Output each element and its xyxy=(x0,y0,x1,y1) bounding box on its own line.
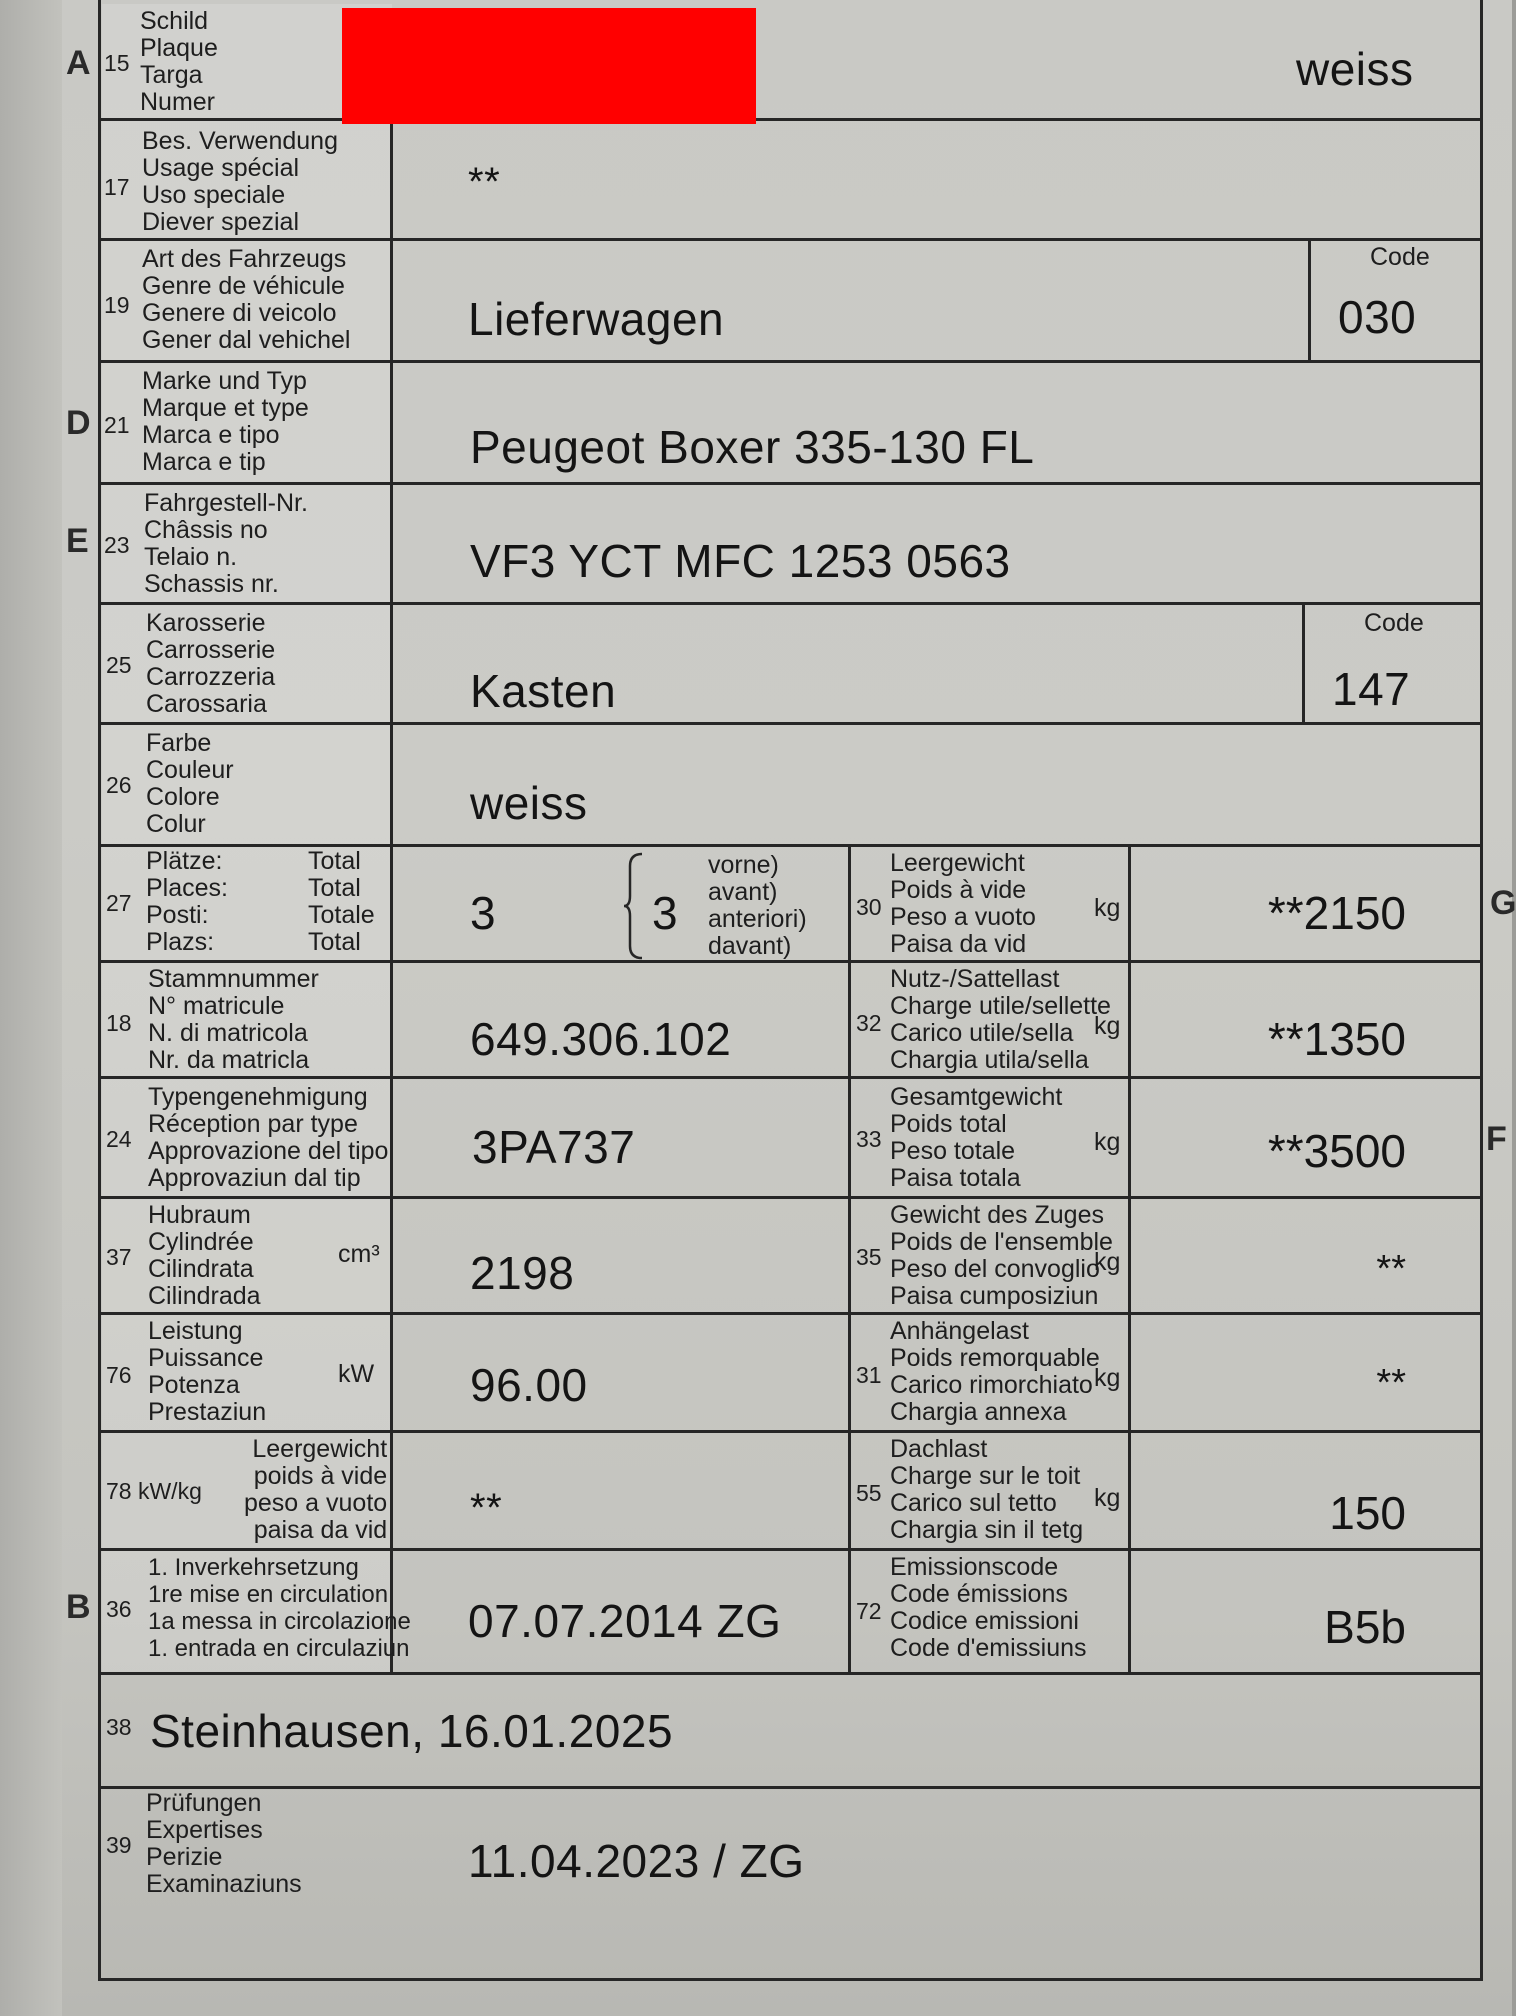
label-line: Anhängelast xyxy=(890,1317,1030,1345)
brace-icon xyxy=(622,852,648,960)
label-line: Leergewicht xyxy=(252,1435,388,1463)
field-18-labels xyxy=(148,966,319,1074)
field-27-total-labels xyxy=(308,848,375,956)
seats-front-value: 3 xyxy=(652,887,679,939)
field-30-labels xyxy=(890,850,1036,958)
field-number-30: 30 xyxy=(856,894,882,920)
label-line: Schild xyxy=(140,7,209,35)
label-line: Potenza xyxy=(148,1371,240,1399)
label-line: Peso del convoglio xyxy=(890,1255,1100,1283)
seats-front-labels xyxy=(708,852,807,960)
field-number-18: 18 xyxy=(106,1010,132,1036)
label-line: Art des Fahrzeugs xyxy=(142,245,347,273)
label-line: paisa da vid xyxy=(253,1516,388,1544)
label-line: Karosserie xyxy=(146,609,266,637)
label-line: Couleur xyxy=(146,756,234,784)
label-line: Total xyxy=(308,874,361,902)
label-line: Bes. Verwendung xyxy=(142,127,338,155)
label-line: Marca e tipo xyxy=(142,421,280,449)
label-line: Chargia annexa xyxy=(890,1398,1067,1426)
field-number-31: 31 xyxy=(856,1362,882,1388)
label-line: Emissionscode xyxy=(890,1553,1059,1581)
chassis-number-value: VF3 YCT MFC 1253 0563 xyxy=(470,535,1011,587)
field-number-26: 26 xyxy=(106,772,132,798)
label-line: Usage spécial xyxy=(142,154,300,182)
left-page-edge xyxy=(0,0,62,2016)
label-line: Réception par type xyxy=(148,1110,358,1138)
label-line: Diever spezial xyxy=(142,208,300,236)
label-line: Cilindrada xyxy=(148,1282,261,1310)
label-line: peso a vuoto xyxy=(244,1489,388,1517)
field-number-38: 38 xyxy=(106,1714,132,1740)
label-line: Cylindrée xyxy=(148,1228,254,1256)
field-21-labels xyxy=(142,368,309,476)
trailer-load-value: ** xyxy=(1376,1362,1406,1404)
field-number-32: 32 xyxy=(856,1010,882,1036)
label-line: Codice emissioni xyxy=(890,1607,1079,1635)
label-line: Carrozzeria xyxy=(146,663,276,691)
label-line: Chargia sin il tetg xyxy=(890,1516,1084,1544)
special-usage-value: ** xyxy=(468,160,501,204)
train-weight-value: ** xyxy=(1376,1248,1406,1290)
emission-code-value: B5b xyxy=(1324,1601,1406,1653)
label-line: Poids remorquable xyxy=(890,1344,1100,1372)
label-line: davant) xyxy=(708,932,792,960)
label-line: Examinaziuns xyxy=(146,1870,302,1898)
label-line: Puissance xyxy=(148,1344,264,1372)
label-line: Stammnummer xyxy=(148,965,319,993)
kg-unit: kg xyxy=(1094,1248,1121,1276)
field-78-labels xyxy=(244,1436,387,1544)
field-27-labels xyxy=(146,848,228,956)
label-line: Plazs: xyxy=(146,928,215,956)
label-line: Carico utile/sella xyxy=(890,1019,1074,1047)
field-32-labels xyxy=(890,966,1111,1074)
field-25-labels xyxy=(146,610,275,718)
label-line: Code d'emissiuns xyxy=(890,1634,1087,1662)
vehicle-type-value: Lieferwagen xyxy=(468,293,725,345)
side-letter-g: G xyxy=(1490,884,1516,922)
empty-weight-value: **2150 xyxy=(1267,887,1406,939)
label-line: Cilindrata xyxy=(148,1255,254,1283)
label-line: Code émissions xyxy=(890,1580,1068,1608)
gross-weight-value: **3500 xyxy=(1267,1125,1406,1177)
vehicle-type-code-label: Code xyxy=(1370,243,1430,271)
label-line: vorne) xyxy=(708,851,779,879)
power-value: 96.00 xyxy=(470,1359,588,1411)
field-35-labels xyxy=(890,1202,1113,1310)
power-unit: kW xyxy=(338,1360,375,1388)
field-39-labels xyxy=(146,1790,302,1898)
label-line: Total xyxy=(308,847,361,875)
displacement-unit: cm³ xyxy=(338,1240,380,1268)
label-line: Fahrgestell-Nr. xyxy=(144,489,308,517)
field-72-labels xyxy=(890,1554,1087,1662)
label-line: Posti: xyxy=(146,901,209,929)
label-line: Charge sur le toit xyxy=(890,1462,1081,1490)
kg-unit: kg xyxy=(1094,1484,1121,1512)
field-number-37: 37 xyxy=(106,1244,132,1270)
base-number-value: 649.306.102 xyxy=(470,1013,732,1065)
field-number-21: 21 xyxy=(104,412,130,438)
body-type-value: Kasten xyxy=(470,665,617,717)
body-type-code-label: Code xyxy=(1364,609,1424,637)
label-line: N° matricule xyxy=(148,992,285,1020)
field-26-labels xyxy=(146,730,234,838)
label-line: Carico sul tetto xyxy=(890,1489,1057,1517)
label-line: Carossaria xyxy=(146,690,267,718)
field-36-labels xyxy=(148,1554,411,1662)
first-registration-value: 07.07.2014 ZG xyxy=(468,1595,782,1647)
label-line: Numer xyxy=(140,88,216,116)
label-line: 1re mise en circulation xyxy=(148,1581,389,1608)
label-line: Plätze: xyxy=(146,847,223,875)
label-line: Expertises xyxy=(146,1816,263,1844)
label-line: Peso a vuoto xyxy=(890,903,1036,931)
label-line: Carrosserie xyxy=(146,636,276,664)
field-number-35: 35 xyxy=(856,1244,882,1270)
field-76-labels xyxy=(148,1318,266,1426)
label-line: Gesamtgewicht xyxy=(890,1083,1063,1111)
field-number-55: 55 xyxy=(856,1480,882,1506)
label-line: Farbe xyxy=(146,729,212,757)
field-23-labels xyxy=(144,490,308,598)
label-line: Totale xyxy=(308,901,375,929)
label-line: Prestaziun xyxy=(148,1398,267,1426)
inspection-value: 11.04.2023 / ZG xyxy=(468,1835,805,1887)
label-line: Places: xyxy=(146,874,228,902)
label-line: Targa xyxy=(140,61,203,89)
label-line: Carico rimorchiato xyxy=(890,1371,1093,1399)
field-number-19: 19 xyxy=(104,292,130,318)
field-number-25: 25 xyxy=(106,652,132,678)
label-line: Paisa da vid xyxy=(890,930,1027,958)
label-line: Colore xyxy=(146,783,220,811)
field-number-78: 78 kW/kg xyxy=(106,1478,202,1504)
label-line: Nr. da matricla xyxy=(148,1046,310,1074)
field-37-labels xyxy=(148,1202,261,1310)
label-line: 1a messa in circolazione xyxy=(148,1608,411,1635)
make-model-value: Peugeot Boxer 335-130 FL xyxy=(470,421,1035,473)
field-number-36: 36 xyxy=(106,1596,132,1622)
label-line: Plaque xyxy=(140,34,218,62)
field-55-labels xyxy=(890,1436,1083,1544)
field-33-labels xyxy=(890,1084,1062,1192)
vehicle-type-code: 030 xyxy=(1338,291,1417,343)
label-line: Schassis nr. xyxy=(144,570,279,598)
label-line: Uso speciale xyxy=(142,181,286,209)
label-line: Paisa cumposiziun xyxy=(890,1282,1099,1310)
label-line: Marke und Typ xyxy=(142,367,307,395)
label-line: Dachlast xyxy=(890,1435,988,1463)
label-line: Marque et type xyxy=(142,394,309,422)
side-letter-f: F xyxy=(1486,1120,1507,1158)
field-number-72: 72 xyxy=(856,1598,882,1624)
label-line: Châssis no xyxy=(144,516,268,544)
seats-total-value: 3 xyxy=(470,887,497,939)
side-letter-a: A xyxy=(66,44,91,82)
label-line: Gener dal vehichel xyxy=(142,326,351,354)
field-19-labels xyxy=(142,246,350,354)
label-line: Prüfungen xyxy=(146,1789,262,1817)
label-line: Genre de véhicule xyxy=(142,272,345,300)
label-line: Poids de l'ensemble xyxy=(890,1228,1113,1256)
label-line: Paisa totala xyxy=(890,1164,1021,1192)
label-line: Gewicht des Zuges xyxy=(890,1201,1104,1229)
label-line: Telaio n. xyxy=(144,543,238,571)
payload-value: **1350 xyxy=(1267,1013,1406,1065)
label-line: 1. entrada en circulaziun xyxy=(148,1635,410,1662)
displacement-value: 2198 xyxy=(470,1247,575,1299)
power-to-weight-value: ** xyxy=(470,1486,503,1530)
plate-color-value: weiss xyxy=(1296,43,1414,95)
label-line: Poids total xyxy=(890,1110,1007,1138)
field-31-labels xyxy=(890,1318,1100,1426)
body-type-code: 147 xyxy=(1332,663,1411,715)
side-letter-d: D xyxy=(66,404,91,442)
label-line: Approvaziun dal tip xyxy=(148,1164,361,1192)
label-line: anteriori) xyxy=(708,905,807,933)
label-line: Approvazione del tipo xyxy=(148,1137,389,1165)
label-line: avant) xyxy=(708,878,778,906)
color-value: weiss xyxy=(470,777,588,829)
label-line: Leistung xyxy=(148,1317,243,1345)
kg-unit: kg xyxy=(1094,1012,1121,1040)
side-letter-b: B xyxy=(66,1588,91,1626)
field-24-labels xyxy=(148,1084,388,1192)
redacted-plate-number xyxy=(342,8,756,124)
field-number-23: 23 xyxy=(104,532,130,558)
place-date-value: Steinhausen, 16.01.2025 xyxy=(150,1705,674,1757)
label-line: Hubraum xyxy=(148,1201,251,1229)
label-line: Charge utile/sellette xyxy=(890,992,1111,1020)
field-number-33: 33 xyxy=(856,1126,882,1152)
label-line: Nutz-/Sattellast xyxy=(890,965,1060,993)
label-line: Genere di veicolo xyxy=(142,299,337,327)
label-line: Marca e tip xyxy=(142,448,266,476)
label-line: Total xyxy=(308,928,361,956)
label-line: Peso totale xyxy=(890,1137,1016,1165)
side-letter-e: E xyxy=(66,522,89,560)
type-approval-value: 3PA737 xyxy=(472,1121,636,1173)
label-line: Typengenehmigung xyxy=(148,1083,368,1111)
field-number-27: 27 xyxy=(106,890,132,916)
label-line: 1. Inverkehrsetzung xyxy=(148,1554,359,1581)
field-number-17: 17 xyxy=(104,174,130,200)
field-number-39: 39 xyxy=(106,1832,132,1858)
kg-unit: kg xyxy=(1094,894,1121,922)
label-line: Colur xyxy=(146,810,206,838)
label-line: Perizie xyxy=(146,1843,223,1871)
label-line: Leergewicht xyxy=(890,849,1025,877)
field-17-labels xyxy=(142,128,338,236)
label-line: Poids à vide xyxy=(890,876,1027,904)
field-15-labels xyxy=(140,8,218,116)
label-line: poids à vide xyxy=(253,1462,388,1490)
label-line: Chargia utila/sella xyxy=(890,1046,1089,1074)
field-number-24: 24 xyxy=(106,1126,132,1152)
roof-load-value: 150 xyxy=(1329,1487,1406,1539)
label-line: N. di matricola xyxy=(148,1019,308,1047)
kg-unit: kg xyxy=(1094,1128,1121,1156)
field-number-76: 76 xyxy=(106,1362,132,1388)
field-number-15: 15 xyxy=(104,50,130,76)
kg-unit: kg xyxy=(1094,1364,1121,1392)
